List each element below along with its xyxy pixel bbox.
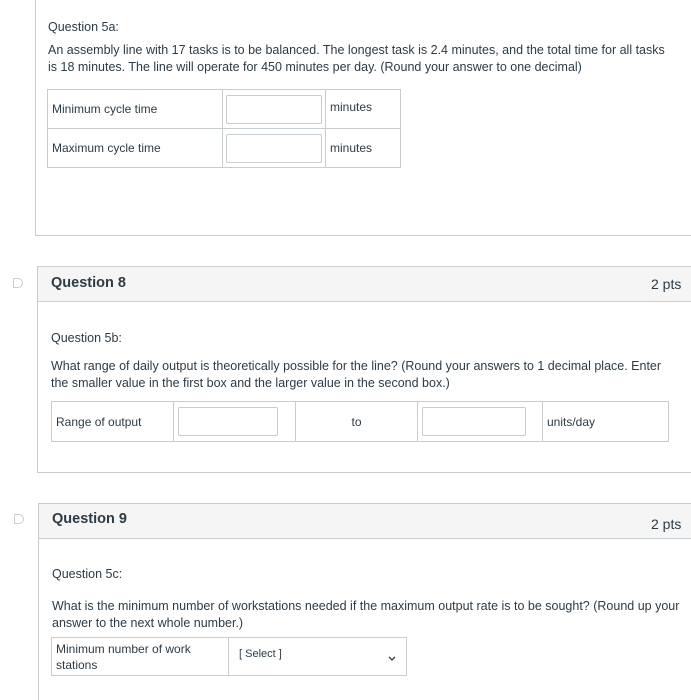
answer-table-5a — [47, 89, 401, 168]
min-cycle-time-unit: minutes — [326, 90, 401, 129]
min-cycle-time-label: Minimum cycle time — [48, 90, 223, 129]
max-cycle-time-unit: minutes — [326, 129, 401, 168]
question-9-points: 2 pts — [651, 516, 682, 532]
flag-icon[interactable] — [14, 514, 24, 524]
question-8-title: Question 8 — [51, 275, 126, 291]
question-5a-text: An assembly line with 17 tasks is to be balanced. The longest task is 2.4 minutes, and the total time for all tasks is 18 minutes. The line will operate for 450 minutes per day. (Round your answer to one decimal) — [48, 43, 665, 74]
question-5c-label: Question 5c: — [52, 567, 123, 581]
card-divider — [37, 472, 691, 473]
question-5b-label: Question 5b: — [51, 331, 122, 345]
table-row — [48, 90, 401, 129]
table-row — [52, 402, 669, 442]
answer-table-5b — [51, 401, 669, 442]
question-9-title: Question 9 — [52, 511, 127, 527]
table-row — [52, 638, 407, 676]
question-5c-text: What is the minimum number of workstations needed if the maximum output rate is to be sought? (Round up your answer to the next whole number.) — [52, 599, 680, 630]
max-cycle-time-label: Maximum cycle time — [48, 129, 223, 168]
question-5a-label: Question 5a: — [48, 20, 119, 34]
question-8-header — [37, 266, 691, 302]
question-8-points: 2 pts — [651, 276, 682, 292]
range-high-input[interactable] — [422, 407, 526, 436]
max-cycle-time-input[interactable] — [226, 134, 322, 163]
range-low-input[interactable] — [178, 407, 278, 436]
min-workstations-label: Minimum number of work stations — [52, 638, 229, 676]
range-unit: units/day — [543, 402, 669, 442]
range-to-label: to — [296, 402, 418, 442]
min-cycle-time-input[interactable] — [226, 95, 322, 124]
card-divider — [35, 235, 691, 236]
workstations-select[interactable] — [229, 639, 406, 675]
question-5b-text: What range of daily output is theoretically possible for the line? (Round your answers to 1 decimal place. Enter the smaller value in the first box and the larger value in the second box.) — [51, 359, 662, 390]
answer-table-5c — [51, 637, 407, 676]
question-9-header — [38, 503, 691, 539]
flag-icon[interactable] — [13, 278, 23, 288]
chevron-down-icon — [388, 656, 396, 662]
select-value: [ Select ] — [239, 647, 282, 660]
range-of-output-label: Range of output — [52, 402, 174, 442]
table-row — [48, 129, 401, 168]
